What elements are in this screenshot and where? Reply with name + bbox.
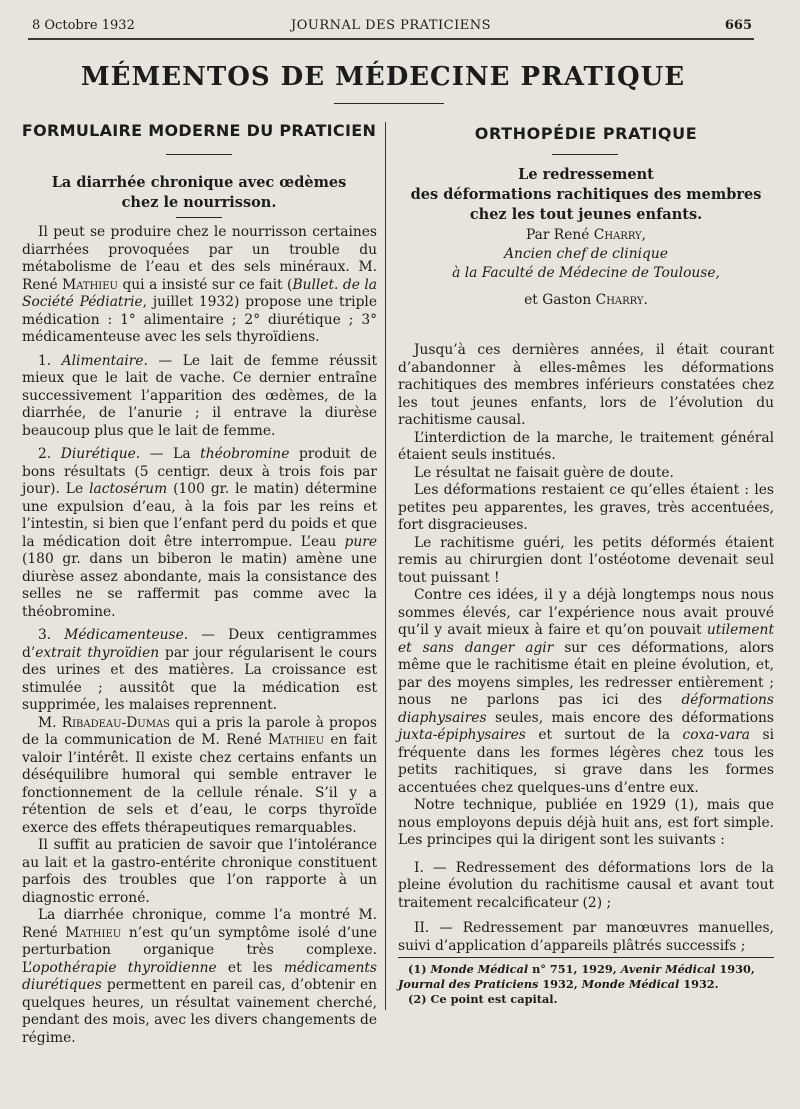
right-title-line: des déformations rachitiques des membres (410, 186, 762, 203)
left-title-line: chez le nourrisson. (121, 194, 277, 211)
right-title-line: Le redressement (518, 166, 654, 183)
author-role: à la Faculté de Médecine de Toulouse, (452, 265, 720, 281)
paragraph: 2. Diurétique. — La théobromine produit de bons résultats (5 centigr. deux à trois fois par jour). Le lactosérum (100 gr. le matin) détermine une expulsion d’eau, à la fois par les reins et l’intestin, si bien que l’enfant perd du poids et que la médication doit être interrompue. L’eau pure (180 gr. dans un biberon le matin) amène une diurèse assez abondante, mais la consistance des selles ne se raffermit pas comme avec la théobromine. (22, 446, 378, 620)
paragraph: Il peut se produire chez le nourrisson certaines diarrhées provoquées par un trouble du métabolisme de l’eau et des sels minéraux. M. René Mathieu qui a insisté sur ce fait (Bullet. de la Société Pédiatrie, juillet 1932) propose une triple médication : 1° alimentaire ; 2° diurétique ; 3° médicamenteuse avec les sels thyroïdiens. (22, 224, 377, 345)
paragraph: Le résultat ne faisait guère de doute. (414, 464, 674, 481)
left-article-title (20, 173, 378, 213)
paragraph: La diarrhée chronique, comme l’a montré M. René Mathieu n’est qu’un symptôme isolé d’une perturbation organique très complexe. L’opothérapie thyroïdienne et les médicaments diurétiques permettent en pareil cas, d’obtenir en quelques heures, un résultat vainement cherché, pendant des mois, avec les divers changements de régime. (22, 907, 378, 1046)
paragraph: 3. Médicamenteuse. — Deux centigrammes d’extrait thyroïdien par jour régularisent le cours des urines et des matières. La croissance est stimulée ; aussitôt que la médication est supprimée, les malaises reprennent. (22, 627, 377, 713)
paragraph: L’interdiction de la marche, le traitement général étaient seuls institués. (398, 429, 774, 463)
left-title-rule (176, 217, 222, 218)
left-section-heading: FORMULAIRE MODERNE DU PRATICIEN (21, 121, 377, 140)
paragraph: 1. Alimentaire. — Le lait de femme réussit mieux que le lait de vache. Ce dernier entraîne successivement l’apparition des œdèmes, de la diarrhée, de l’anurie ; il entrave la diurèse beaucoup plus que le lait de femme. (22, 352, 377, 439)
article-authors (398, 226, 774, 310)
page-title: MÉMENTOS DE MÉDECINE PRATIQUE (80, 62, 686, 92)
paragraph: Jusqu’à ces dernières années, il était courant d’abandonner à elles-mêmes les déformations rachitiques des membres inférieurs constatées chez les tout jeunes enfants, lors de l’évolution du rachitisme causal. (398, 342, 774, 428)
footnote: (1) Monde Médical n° 751, 1929, Avenir Médical 1930, Journal des Praticiens 1932, Monde Médical 1932. (398, 962, 755, 991)
running-head (30, 18, 752, 40)
right-article-body (398, 342, 774, 955)
paragraph: I. — Redressement des déformations lors de la pleine évolution du rachitisme causal et avant tout traitement recalcificateur (2) ; (398, 859, 774, 911)
author-role: Ancien chef de clinique (504, 246, 668, 262)
paragraph: Le rachitisme guéri, les petits déformés étaient remis au chirurgien dont l’ostéotome devenait seul tout puissant ! (398, 534, 774, 586)
title-rule (334, 103, 444, 104)
footnote-rule (398, 957, 774, 958)
author-line: et Gaston Charry. (524, 292, 648, 308)
author-line: Par René Charry, (525, 227, 647, 243)
issue-date: 8 Octobre 1932 (32, 18, 135, 33)
left-article-body (22, 224, 377, 1047)
header-rule (28, 38, 754, 40)
paragraph: Contre ces idées, il y a déjà longtemps nous nous sommes élevés, car l’expérience nous avait prouvé qu’il y avait mieux à faire et qu’on pouvait utilement et sans danger agir sur ces déformations, alors même que le rachitisme était en pleine évolution, et, par des moyens simples, les redresser entièrement ; nous ne parlons pas ici des déformations diaphysaires seules, mais encore des déformations juxta-épiphysaires et surtout de la coxa-vara si fréquente dans les formes légères chez tous les petits rachitiques, si grave dans les formes accentuées chez quelques-uns d’entre eux. (398, 587, 774, 796)
footnote: (2) Ce point est capital. (408, 992, 558, 1006)
paragraph: Les déformations restaient ce qu’elles étaient : les petites peu apparentes, les graves, très accentuées, fort disgracieuses. (398, 482, 774, 533)
paragraph: Notre technique, publiée en 1929 (1), mais que nous employons depuis déjà huit ans, est fort simple. Les principes qui la dirigent sont les suivants : (398, 797, 774, 848)
paragraph: M. Ribadeau-Dumas qui a pris la parole à propos de la communication de M. René Mathieu en fait valoir l’intérêt. Il existe chez certains enfants un déséquilibre humoral qui semble entraver le fonctionnement de la cellule rénale. S’il y a rétention de sels et d’eau, le corps thyroïde exerce des effets thérapeutiques remarquables. (22, 714, 377, 836)
right-section-rule (552, 154, 618, 155)
page-number: 665 (724, 18, 752, 33)
footnotes (398, 962, 774, 1007)
right-title-line: chez les tout jeunes enfants. (469, 206, 703, 223)
left-title-line: La diarrhée chronique avec œdèmes (51, 174, 347, 191)
right-article-title (398, 165, 774, 225)
journal-name: JOURNAL DES PRATICIENS (291, 18, 491, 33)
paragraph: II. — Redressement par manœuvres manuelles, suivi d’application d’appareils plâtrés successifs ; (398, 920, 774, 954)
left-section-rule (166, 154, 232, 155)
paragraph: Il suffit au praticien de savoir que l’intolérance au lait et la gastro-entérite chronique constituent parfois des troubles que l’on rapporte à un diagnostic erroné. (22, 837, 377, 906)
column-divider (385, 122, 386, 1010)
right-section-heading: ORTHOPÉDIE PRATIQUE (474, 124, 698, 143)
